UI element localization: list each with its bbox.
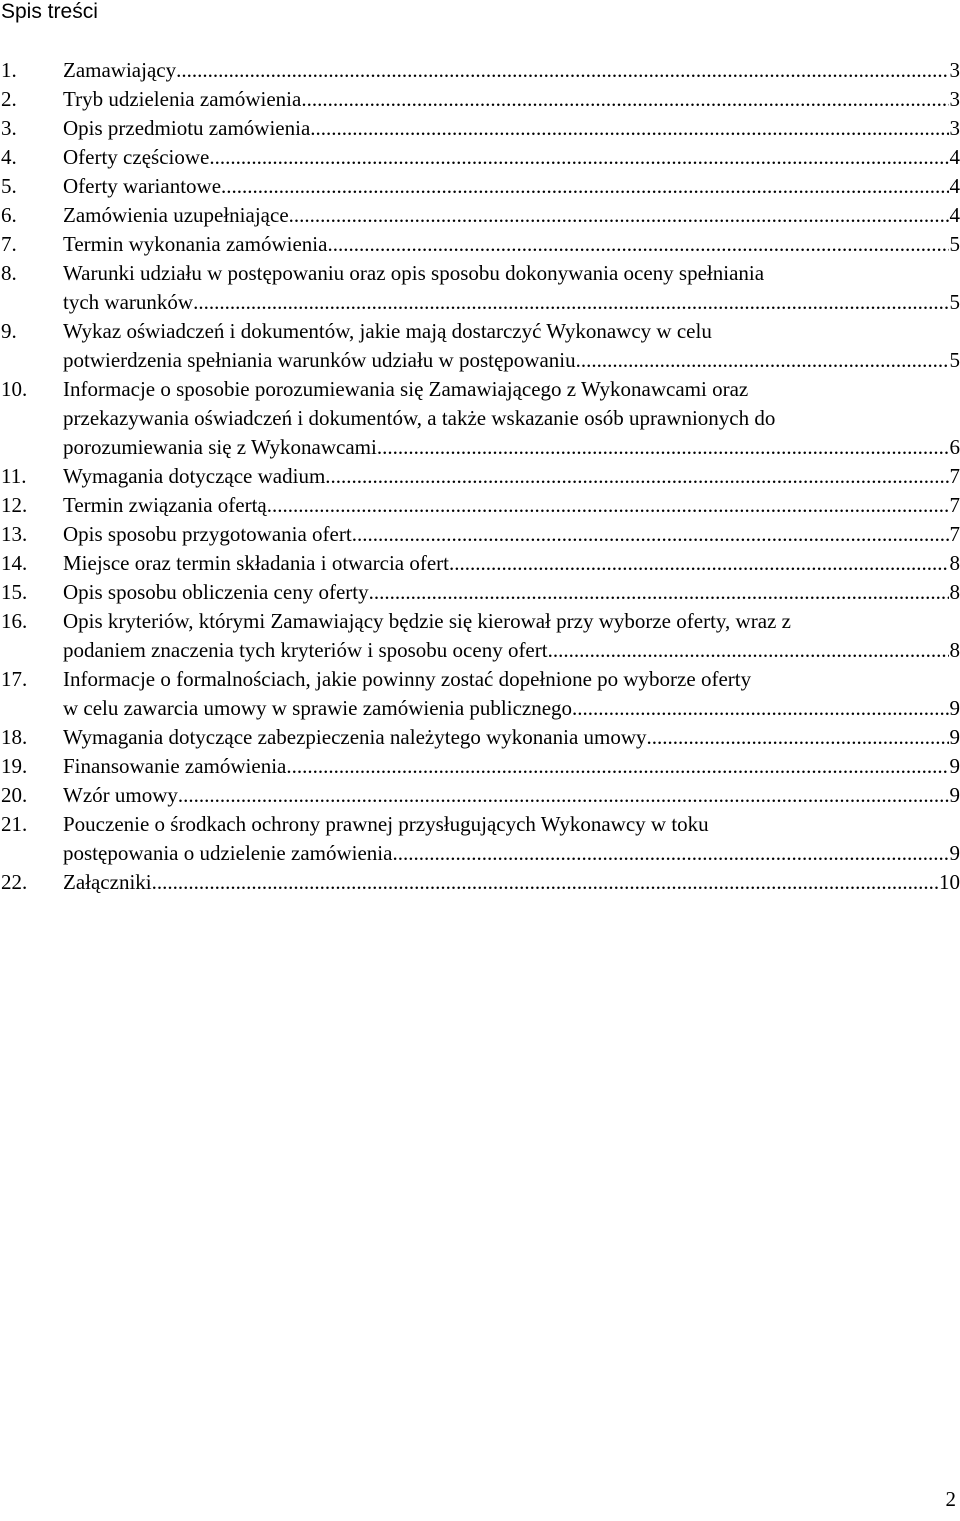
dot-leader [369, 578, 949, 607]
toc-entry-number: 3. [1, 116, 17, 140]
toc-entry-last-line [63, 520, 960, 549]
toc-entry-number: 21. [1, 812, 28, 836]
dot-leader [392, 839, 948, 868]
toc-entry-page: 9 [949, 783, 960, 807]
toc-entry-title-line: Termin wykonania zamówienia [63, 232, 328, 256]
toc-entry-number: 19. [1, 754, 28, 778]
toc-entry-title-line: Wykaz oświadczeń i dokumentów, jakie mają dostarczyć Wykonawcy w celu [63, 319, 712, 343]
toc-entry-title-line: tych warunków [63, 290, 194, 314]
toc-entry[interactable] [0, 114, 960, 143]
dot-leader [267, 491, 949, 520]
toc-entry[interactable] [0, 520, 960, 549]
toc-entry-last-line [63, 578, 960, 607]
dot-leader [176, 56, 948, 85]
toc-entry-title-line: Opis przedmiotu zamówienia [63, 116, 311, 140]
toc-entry-title-line: potwierdzenia spełniania warunków udziału w postępowaniu [63, 348, 576, 372]
toc-entry-last-line [63, 636, 960, 665]
toc-entry-title-line: Tryb udzielenia zamówienia [63, 87, 302, 111]
toc-entry[interactable] [0, 230, 960, 259]
toc-entry-page: 4 [949, 203, 960, 227]
toc-entry-body [63, 520, 960, 549]
toc-entry-title-line: Informacje o sposobie porozumiewania się Zamawiającego z Wykonawcami oraz [63, 377, 749, 401]
toc-entry-number: 6. [1, 203, 17, 227]
toc-entry-body [63, 259, 960, 317]
dot-leader [352, 520, 949, 549]
toc-entry-page: 5 [949, 232, 960, 256]
dot-leader [576, 346, 949, 375]
toc-entry-title-line: postępowania o udzielenie zamówienia [63, 841, 393, 865]
dot-leader [193, 288, 948, 317]
toc-entry-title-line: Finansowanie zamówienia [63, 754, 287, 778]
toc-entry-last-line [63, 723, 960, 752]
toc-entry-title-line: Wzór umowy [63, 783, 178, 807]
toc-entry[interactable] [0, 549, 960, 578]
dot-leader [152, 868, 938, 897]
toc-entry-last-line [63, 868, 960, 897]
toc-entry-page: 6 [949, 435, 960, 459]
toc-entry[interactable] [0, 781, 960, 810]
toc-entry[interactable] [0, 317, 960, 375]
toc-entry-number: 16. [1, 609, 28, 633]
toc-entry-title-line: Informacje o formalnościach, jakie powinny zostać dopełnione po wyborze oferty [63, 667, 752, 691]
toc-entry-title-line: Pouczenie o środkach ochrony prawnej przysługujących Wykonawcy w toku [63, 812, 709, 836]
toc-entry-page: 8 [949, 580, 960, 604]
toc-entry-body [63, 85, 960, 114]
toc-entry-last-line [63, 288, 960, 317]
toc-entry-body [63, 317, 960, 375]
toc-entry-page: 7 [949, 522, 960, 546]
toc-entry-number: 8. [1, 261, 17, 285]
toc-entry-title-line: Opis kryteriów, którymi Zamawiający będzie się kierował przy wyborze oferty, wraz z [63, 609, 791, 633]
toc-entry-number: 7. [1, 232, 17, 256]
toc-entry-page: 3 [949, 58, 960, 82]
toc-entry-title-line: Oferty częściowe [63, 145, 210, 169]
toc-entry-title-line: podaniem znaczenia tych kryteriów i sposobu oceny ofert [63, 638, 548, 662]
toc-entry-title-line: Wymagania dotyczące wadium [63, 464, 326, 488]
toc-entry[interactable] [0, 172, 960, 201]
dot-leader [289, 201, 949, 230]
toc-entry-last-line [63, 491, 960, 520]
dot-leader [178, 781, 949, 810]
toc-entry-body [63, 201, 960, 230]
toc-entry-body [63, 375, 960, 462]
dot-leader [325, 462, 948, 491]
toc-entry-title-line: Opis sposobu obliczenia ceny oferty [63, 580, 369, 604]
dot-leader [301, 85, 948, 114]
toc-entry-last-line [63, 114, 960, 143]
toc-entry[interactable] [0, 723, 960, 752]
toc-entry-body [63, 114, 960, 143]
toc-entry-number: 9. [1, 319, 17, 343]
toc-entry[interactable] [0, 56, 960, 85]
toc-entry-page: 9 [949, 725, 960, 749]
toc-heading: Spis treści [1, 0, 98, 23]
toc-entry-page: 10 [939, 870, 960, 894]
toc-entry-body [63, 172, 960, 201]
toc-entry-title-line: Załączniki [63, 870, 152, 894]
toc-entry-page: 3 [949, 87, 960, 111]
toc-entry-number: 2. [1, 87, 17, 111]
toc-entry-title-line: w celu zawarcia umowy w sprawie zamówienia publicznego [63, 696, 573, 720]
toc-entry-page: 4 [949, 145, 960, 169]
toc-entry-page: 9 [949, 841, 960, 865]
toc-entry-page: 8 [949, 551, 960, 575]
toc-entry-last-line [63, 230, 960, 259]
toc-entry-page: 9 [949, 754, 960, 778]
toc-entry-last-line [63, 85, 960, 114]
dot-leader [377, 433, 949, 462]
toc-entry-title-line: Termin związania ofertą [63, 493, 267, 517]
dot-leader [209, 143, 948, 172]
toc-entry-page: 7 [949, 493, 960, 517]
dot-leader [449, 549, 949, 578]
toc-entry[interactable] [0, 868, 960, 897]
dot-leader [327, 230, 948, 259]
toc-entry-body [63, 723, 960, 752]
toc-entry-page: 8 [949, 638, 960, 662]
table-of-contents [0, 56, 960, 897]
toc-entry[interactable] [0, 462, 960, 491]
toc-entry-title-line: Warunki udziału w postępowaniu oraz opis sposobu dokonywania oceny spełniania [63, 261, 765, 285]
toc-entry-last-line [63, 549, 960, 578]
toc-entry[interactable] [0, 85, 960, 114]
toc-entry[interactable] [0, 375, 960, 462]
toc-entry-last-line [63, 433, 960, 462]
toc-entry-title-line: Zamówienia uzupełniające [63, 203, 289, 227]
toc-entry-body [63, 607, 960, 665]
toc-entry-number: 12. [1, 493, 28, 517]
toc-entry-title-line: porozumiewania się z Wykonawcami [63, 435, 377, 459]
toc-entry-body [63, 491, 960, 520]
toc-entry-number: 5. [1, 174, 17, 198]
toc-entry-last-line [63, 839, 960, 868]
dot-leader [572, 694, 948, 723]
dot-leader [286, 752, 948, 781]
page-number: 2 [945, 1487, 956, 1511]
toc-entry[interactable] [0, 143, 960, 172]
toc-entry-body [63, 578, 960, 607]
toc-entry-body [63, 143, 960, 172]
toc-entry-last-line [63, 56, 960, 85]
toc-entry-number: 11. [1, 464, 27, 488]
dot-leader [647, 723, 949, 752]
toc-entry-body [63, 56, 960, 85]
toc-entry-body [63, 462, 960, 491]
toc-entry-body [63, 549, 960, 578]
toc-entry-number: 13. [1, 522, 28, 546]
toc-entry-page: 5 [949, 290, 960, 314]
toc-entry-title-line: Oferty wariantowe [63, 174, 222, 198]
toc-entry-last-line [63, 143, 960, 172]
toc-entry-number: 4. [1, 145, 17, 169]
toc-entry-page: 7 [949, 464, 960, 488]
toc-entry-number: 22. [1, 870, 28, 894]
toc-entry-last-line [63, 201, 960, 230]
toc-entry-last-line [63, 694, 960, 723]
toc-entry-body [63, 810, 960, 868]
toc-entry-number: 14. [1, 551, 28, 575]
toc-entry-title-line: Opis sposobu przygotowania ofert [63, 522, 352, 546]
toc-entry-title-line: Zamawiający [63, 58, 177, 82]
toc-entry[interactable] [0, 259, 960, 317]
toc-entry-body [63, 230, 960, 259]
toc-entry-page: 3 [949, 116, 960, 140]
dot-leader [548, 636, 949, 665]
toc-entry[interactable] [0, 752, 960, 781]
toc-entry-last-line [63, 346, 960, 375]
toc-entry-last-line [63, 752, 960, 781]
toc-entry-body [63, 665, 960, 723]
toc-entry[interactable] [0, 665, 960, 723]
toc-entry-title-line: Wymagania dotyczące zabezpieczenia należytego wykonania umowy [63, 725, 647, 749]
dot-leader [310, 114, 948, 143]
toc-entry-number: 18. [1, 725, 28, 749]
toc-entry-title-line: przekazywania oświadczeń i dokumentów, a także wskazanie osób uprawnionych do [63, 406, 776, 430]
toc-entry-title-line: Miejsce oraz termin składania i otwarcia ofert [63, 551, 449, 575]
toc-entry[interactable] [0, 578, 960, 607]
dot-leader [221, 172, 948, 201]
toc-entry[interactable] [0, 810, 960, 868]
toc-entry-body [63, 868, 960, 897]
toc-entry-number: 17. [1, 667, 28, 691]
toc-entry-number: 15. [1, 580, 28, 604]
toc-entry[interactable] [0, 491, 960, 520]
toc-entry-last-line [63, 172, 960, 201]
toc-entry-page: 5 [949, 348, 960, 372]
toc-entry[interactable] [0, 607, 960, 665]
toc-entry-last-line [63, 462, 960, 491]
toc-entry-page: 4 [949, 174, 960, 198]
toc-entry-page: 9 [949, 696, 960, 720]
toc-entry-body [63, 781, 960, 810]
toc-entry-number: 20. [1, 783, 28, 807]
toc-entry[interactable] [0, 201, 960, 230]
toc-entry-number: 10. [1, 377, 28, 401]
toc-entry-number: 1. [1, 58, 17, 82]
toc-entry-last-line [63, 781, 960, 810]
toc-entry-body [63, 752, 960, 781]
